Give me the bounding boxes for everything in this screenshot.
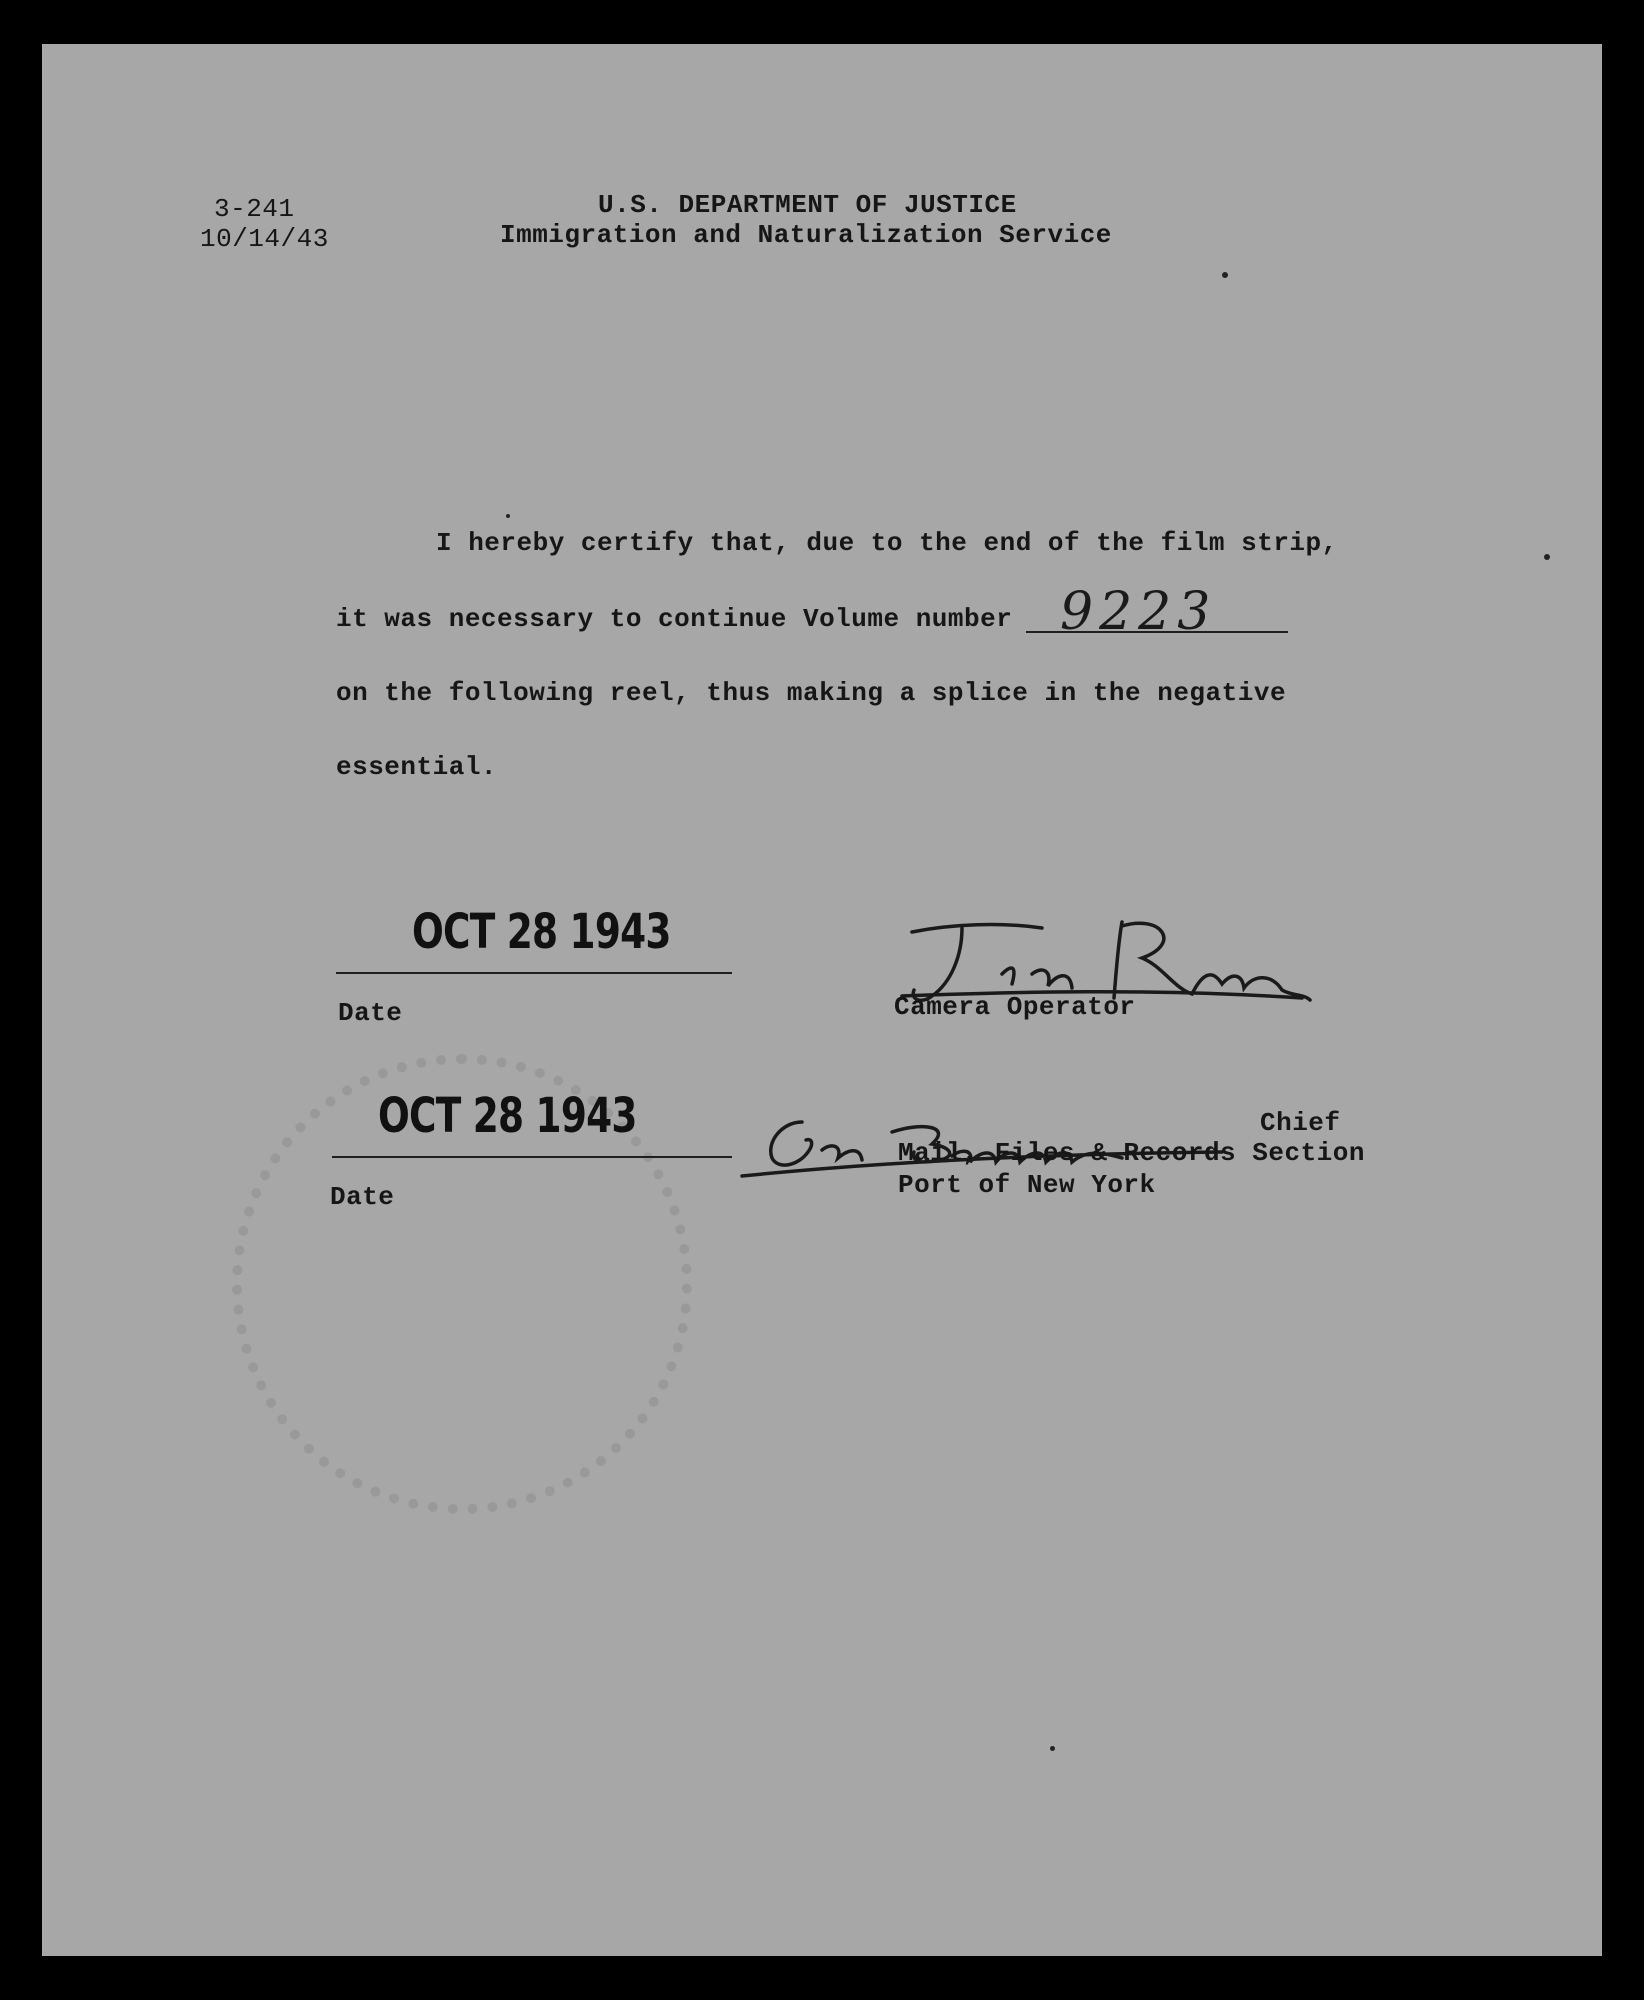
- date-line-camera: [336, 972, 732, 974]
- paper-speck: [506, 514, 510, 518]
- department-title: U.S. DEPARTMENT OF JUSTICE: [598, 190, 1017, 220]
- paper-speck: [1544, 554, 1550, 560]
- paper-speck: [1222, 272, 1228, 278]
- certification-line-2: it was necessary to continue Volume number: [336, 604, 1013, 634]
- date-stamp-camera: OCT 28 1943: [412, 904, 671, 960]
- date-stamp-chief: OCT 28 1943: [378, 1088, 637, 1144]
- volume-number-handwritten: 9223: [1060, 582, 1217, 642]
- signer-label-camera-operator: Camera Operator: [894, 992, 1136, 1022]
- document-page: [42, 44, 1602, 1956]
- paper-speck: [1050, 1746, 1055, 1751]
- chief-section: Mail, Files & Records Section: [898, 1138, 1365, 1168]
- service-title: Immigration and Naturalization Service: [500, 220, 1112, 250]
- certification-line-3: on the following reel, thus making a splice in the negative: [336, 678, 1287, 708]
- certification-line-4: essential.: [336, 752, 498, 782]
- form-number: 3-241: [214, 194, 295, 224]
- chief-title: Chief: [1260, 1108, 1341, 1138]
- form-date: 10/14/43: [200, 224, 329, 254]
- date-line-chief: [332, 1156, 732, 1158]
- date-label-chief: Date: [330, 1182, 395, 1212]
- chief-port: Port of New York: [898, 1170, 1156, 1200]
- date-label-camera: Date: [338, 998, 403, 1028]
- certification-line-1: I hereby certify that, due to the end of the film strip,: [436, 528, 1338, 558]
